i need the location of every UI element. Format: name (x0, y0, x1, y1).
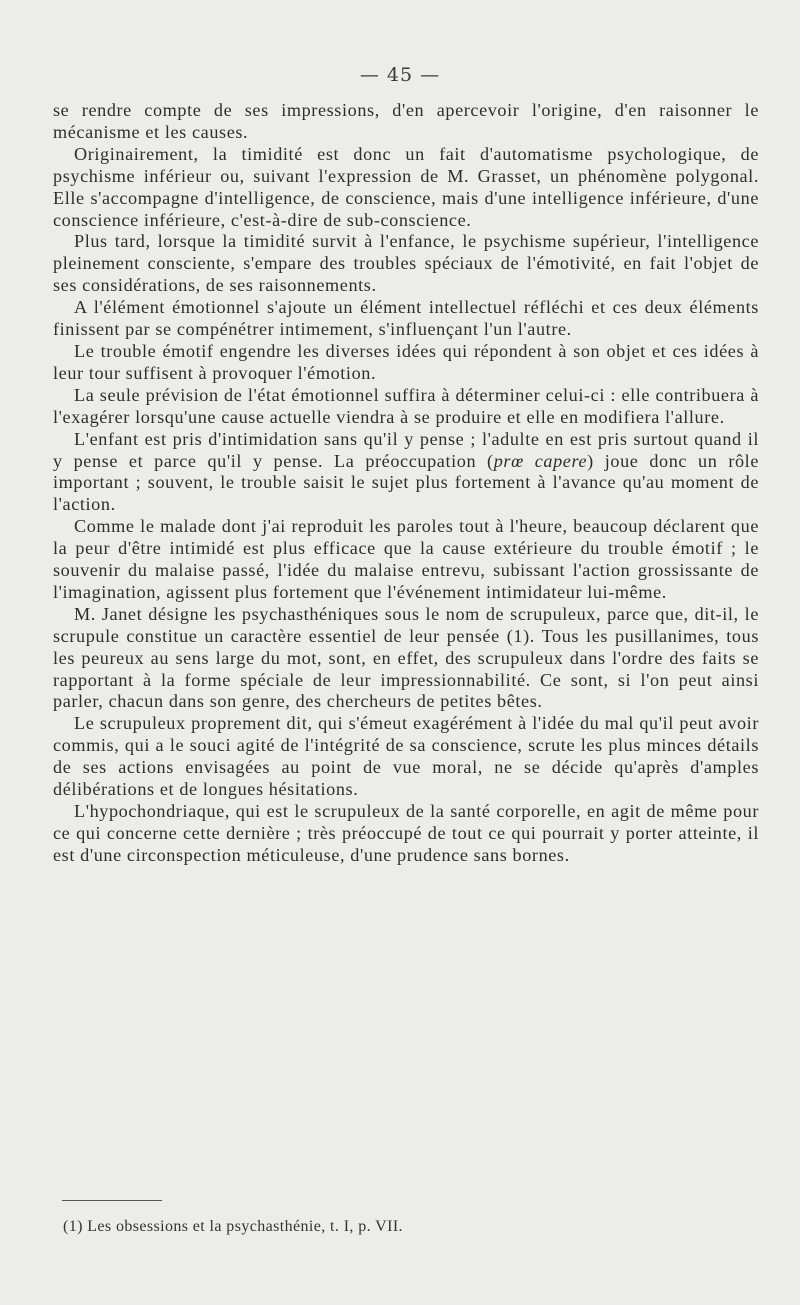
paragraph: Plus tard, lorsque la timidité survit à l'enfance, le psychisme supérieur, l'intelligence pleinement consciente, s'empare des troubles spéciaux de l'émotivité, en fait l'objet de ses considérations, de ses raisonnements. (53, 231, 759, 296)
paragraph (53, 429, 759, 517)
paragraph: M. Janet désigne les psychasthéniques sous le nom de scrupuleux, parce que, dit-il, le scrupule constitue un caractère essentiel de leur pensée (1). Tous les pusillanimes, tous les peureux au sens large du mot, sont, en effet, des scrupuleux dans l'ordre des faits se rapportant à la forme spéciale de leur impressionnabilité. Ce sont, si l'on peut ainsi parler, chacun dans son genre, des chercheurs de petites bêtes. (53, 603, 759, 712)
footnote-divider (62, 1200, 162, 1201)
paragraph: Comme le malade dont j'ai reproduit les paroles tout à l'heure, beaucoup déclarent que la peur d'être intimidé est plus efficace que la cause extérieure du trouble émotif ; le souvenir du malaise passé, l'idée du malaise entrevu, subissant l'action grossissante de l'imagination, agissent plus fortement que l'événement intimidateur lui-même. (53, 516, 759, 602)
paragraph: Originairement, la timidité est donc un fait d'automatisme psychologique, de psychisme inférieur ou, suivant l'expression de M. Grasset, un phénomène polygonal. Elle s'accompagne d'intelligence, de conscience, mais d'une intelligence inférieure, d'une conscience inférieure, c'est-à-dire de sub-conscience. (53, 143, 759, 230)
page-number: — 45 — (359, 64, 441, 86)
paragraph: La seule prévision de l'état émotionnel suffira à déterminer celui-ci : elle contribuera à l'exagérer lorsqu'une cause actuelle viendra à se produire et elle en modifiera l'allure. (53, 384, 759, 427)
paragraph: Le trouble émotif engendre les diverses idées qui répondent à son objet et ces idées à leur tour suffisent à provoquer l'émotion. (53, 340, 759, 383)
paragraph: L'hypochondriaque, qui est le scrupuleux de la santé corporelle, en agit de même pour ce qui concerne cette dernière ; très préoccupé de tout ce qui pourrait y porter atteinte, il est d'une circonspection méticuleuse, d'une prudence sans bornes. (53, 801, 759, 865)
paragraph-text: L'enfant est pris d'intimidation sans qu'il y pense ; l'adulte en est pris surtout quand il y pense et parce qu'il y pense. La préoccupation ( (53, 428, 759, 471)
paragraph: se rendre compte de ses impressions, d'en apercevoir l'origine, d'en raisonner le mécanisme et les causes. (53, 100, 759, 142)
paragraph-text: ) joue donc un rôle important ; souvent, le trouble saisit le sujet plus fortement à l'avance qu'au moment de l'action. (53, 450, 760, 515)
paragraph: Le scrupuleux proprement dit, qui s'émeut exagérément à l'idée du mal qu'il peut avoir commis, qui a le souci agité de l'intégrité de sa conscience, scrute les plus minces détails de ses actions envisagées au point de vue moral, ne se décide qu'après d'amples délibérations et de longues hésitations. (53, 713, 759, 800)
paragraph: A l'élément émotionnel s'ajoute un élément intellectuel réfléchi et ces deux éléments finissent par se compénétrer intimement, s'influençant l'un l'autre. (53, 297, 759, 340)
footnote: (1) Les obsessions et la psychasthénie, t. I, p. VII. (63, 1218, 403, 1235)
latin-phrase: prœ capere (493, 450, 588, 471)
body-text (53, 100, 759, 867)
